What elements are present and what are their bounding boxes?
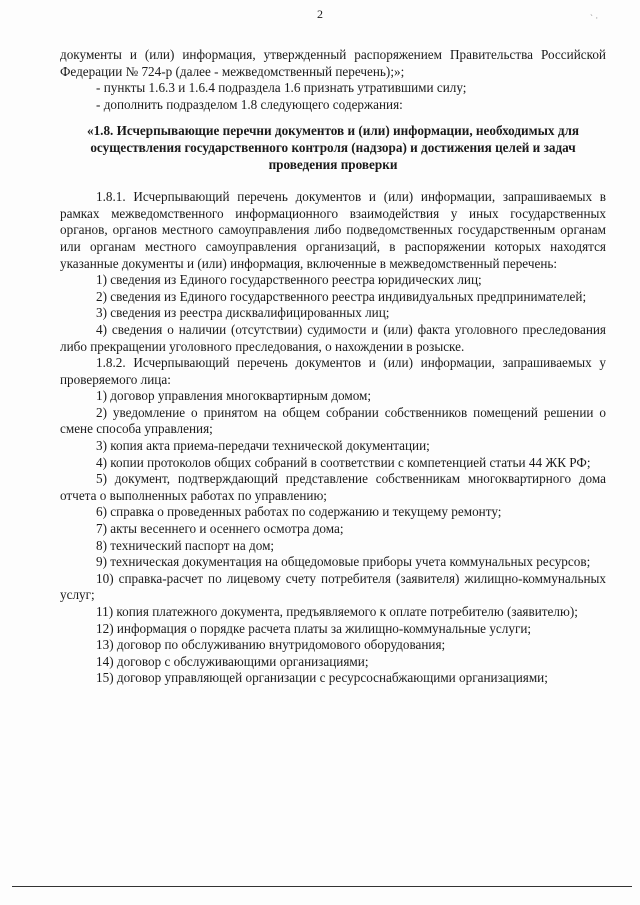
intro-paragraph: - дополнить подразделом 1.8 следующего содержания: <box>96 96 403 112</box>
list-item: 6) справка о проведенных работах по содержанию и текущему ремонту; <box>96 504 502 520</box>
intro-paragraph: документы и (или) информация, утвержденный распоряжением Правительства Российской Федерации № 724-р (далее - межведомственный перечень);»; <box>60 47 606 79</box>
list-item: 3) сведения из реестра дисквалифицированных лиц; <box>96 305 390 321</box>
page-number: 2 <box>317 7 323 21</box>
paragraph-1-8-1: 1.8.1. Исчерпывающий перечень документов и (или) информации, запрашиваемых в рамках межведомственного информационного взаимодействия у иных государственных органов, органов местного самоуправления либо подведомственных государственным органам или органам местного самоуправления организаций, в распоряжении которых находятся указанные документы и (или) информация, включенные в межведомственный перечень: <box>60 189 606 271</box>
document-body <box>60 47 606 687</box>
list-item: 13) договор по обслуживанию внутридомового оборудования; <box>96 637 446 653</box>
list-item: 3) копия акта приема-передачи технической документации; <box>96 438 430 454</box>
intro-paragraph: - пункты 1.6.3 и 1.6.4 подраздела 1.6 признать утратившими силу; <box>96 80 467 96</box>
list-item: 11) копия платежного документа, предъявляемого к оплате потребителю (заявителю); <box>96 604 578 619</box>
list-item: 4) сведения о наличии (отсутствии) судимости и (или) факта уголовного преследования либо прекращении уголовного преследования, о нахождении в розыске. <box>60 321 606 354</box>
list-item: 1) договор управления многоквартирным домом; <box>96 388 372 404</box>
list-item: 7) акты весеннего и осеннего осмотра дома; <box>96 521 344 537</box>
spacer <box>60 173 606 189</box>
list-item: 4) копии протоколов общих собраний в соответствии с компетенцией статьи 44 ЖК РФ; <box>96 454 591 470</box>
list-item: 5) документ, подтверждающий представление собственникам многоквартирного дома отчета о выполненных работах по управлению; <box>60 471 606 503</box>
list-item: 2) уведомление о принятом на общем собрании собственников помещений решении о смене способа управления; <box>60 404 606 437</box>
list-item: 9) техническая документация на общедомовые приборы учета коммунальных ресурсов; <box>96 554 591 570</box>
list-item: 8) технический паспорт на дом; <box>96 537 275 553</box>
list-item: 10) справка-расчет по лицевому счету потребителя (заявителя) жилищно-коммунальных услуг; <box>60 570 606 603</box>
list-item: 12) информация о порядке расчета платы за жилищно-коммунальные услуги; <box>96 620 532 636</box>
section-heading: «1.8. Исчерпывающие перечни документов и (или) информации, необходимых для осуществления государственного контроля (надзора) и достижения целей и задач проведения проверки <box>86 123 580 172</box>
list-item: 1) сведения из Единого государственного реестра юридических лиц; <box>96 272 482 288</box>
list-item: 2) сведения из Единого государственного реестра индивидуальных предпринимателей; <box>96 288 587 304</box>
list-item: 14) договор с обслуживающими организациями; <box>96 653 369 669</box>
footer-rule <box>12 886 632 887</box>
list-item: 15) договор управляющей организации с ресурсоснабжающими организациями; <box>96 670 548 686</box>
scan-artifact: ` · <box>590 13 599 23</box>
paragraph-1-8-2: 1.8.2. Исчерпывающий перечень документов и (или) информации, запрашиваемых у проверяемого лица: <box>60 355 606 387</box>
